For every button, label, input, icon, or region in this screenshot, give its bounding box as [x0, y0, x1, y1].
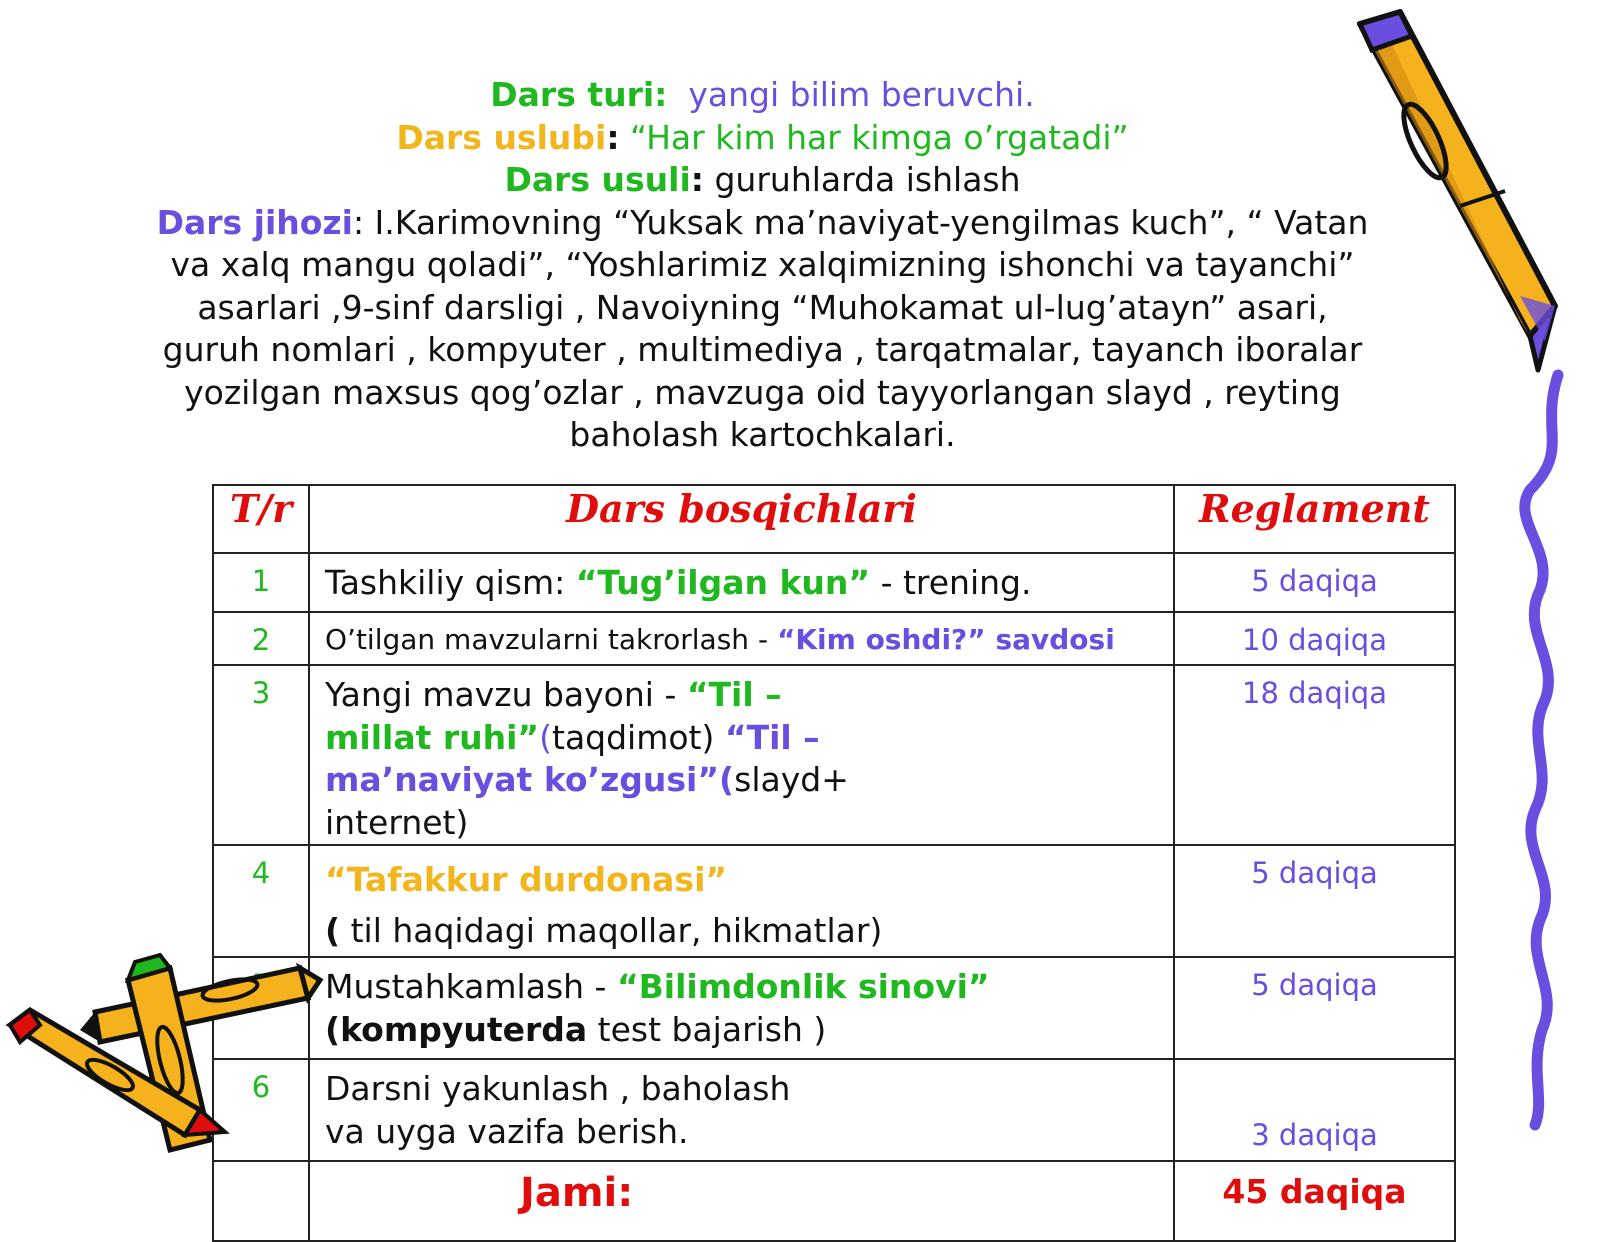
lesson-method-line: Dars usuli: guruhlarda ishlash: [504, 160, 1021, 199]
table-header-row: [213, 485, 1455, 553]
total-label: Jami:: [309, 1161, 1174, 1241]
lesson-type-value: yangi bilim beruvchi.: [688, 75, 1035, 114]
squiggle-decoration: [1500, 370, 1590, 1130]
lesson-type-label: Dars turi:: [490, 75, 668, 114]
lesson-method-value: guruhlarda ishlash: [714, 160, 1021, 199]
table-row: [213, 845, 1455, 957]
row-number: 2: [213, 612, 309, 665]
lesson-equipment-label: Dars jihozi: [156, 202, 353, 242]
total-empty-cell: [213, 1161, 309, 1241]
row-stage: “Tafakkur durdonasi” ( til haqidagi maqollar, hikmatlar): [309, 845, 1174, 957]
row-number: 3: [213, 665, 309, 845]
row-stage: O’tilgan mavzularni takrorlash - “Kim oshdi?” savdosi: [309, 612, 1174, 665]
row-time: 5 daqiqa: [1174, 845, 1455, 957]
lesson-equipment-value: : I.Karimovning “Yuksak ma’naviyat-yengilmas kuch”, “ Vatan va xalq mangu qoladi”, “Yoshlarimiz xalqimizning ishonchi va tayanchi” asarlari ,9-sinf darsligi , Navoiyning “Muhokamat ul-lug’atayn” asari, guruh nomlari , kompyuter , multimediya , tarqatmalar, tayanch iboralar yozilgan maxsus qog’ozlar , mavzuga oid tayyorlangan slayd , reyting baholash kartochkalari.: [162, 202, 1369, 454]
row-number: 1: [213, 553, 309, 612]
row-stage: Tashkiliy qism: “Tug’ilgan kun” - trening.: [309, 553, 1174, 612]
pencil-icon: [1340, 6, 1570, 376]
row-time: 3 daqiqa: [1174, 1059, 1455, 1161]
row-time: 5 daqiqa: [1174, 553, 1455, 612]
table-row: [213, 957, 1455, 1059]
total-time: 45 daqiqa: [1174, 1161, 1455, 1241]
lesson-style-line: Dars uslubi: “Har kim har kimga o’rgatadi”: [396, 117, 1129, 157]
lesson-type-line: [150, 74, 1375, 117]
row-stage: Yangi mavzu bayoni - “Til – millat ruhi”(taqdimot) “Til –ma’naviyat ko’zgusi”(slayd+ internet): [309, 665, 1174, 845]
table-row: [213, 553, 1455, 612]
header-stages: Dars bosqichlari: [309, 485, 1174, 553]
lesson-style-value: “Har kim har kimga o’rgatadi”: [630, 117, 1129, 157]
table-row: [213, 1059, 1455, 1161]
row-stage: Darsni yakunlash , baholash va uyga vazifa berish.: [309, 1059, 1174, 1161]
total-row: [213, 1161, 1455, 1241]
table-row: [213, 665, 1455, 845]
row-time: 10 daqiqa: [1174, 612, 1455, 665]
crayon-icon: [0, 950, 320, 1170]
row-stage: Mustahkamlash - “Bilimdonlik sinovi” (kompyuterda test bajarish ): [309, 957, 1174, 1059]
lesson-style-label: Dars uslubi: [396, 117, 607, 157]
row-time: 18 daqiqa: [1174, 665, 1455, 845]
row-number: 6: [213, 1059, 309, 1161]
header-number: T/r: [213, 485, 309, 553]
lesson-stages-table: [212, 484, 1456, 1242]
lesson-equipment-line: [150, 202, 1375, 457]
table-row: [213, 612, 1455, 665]
header-time: Reglament: [1174, 485, 1455, 553]
lesson-method-label: Dars usuli: [504, 160, 691, 199]
row-number: 4: [213, 845, 309, 957]
lesson-info: [150, 74, 1375, 457]
row-time: 5 daqiqa: [1174, 957, 1455, 1059]
